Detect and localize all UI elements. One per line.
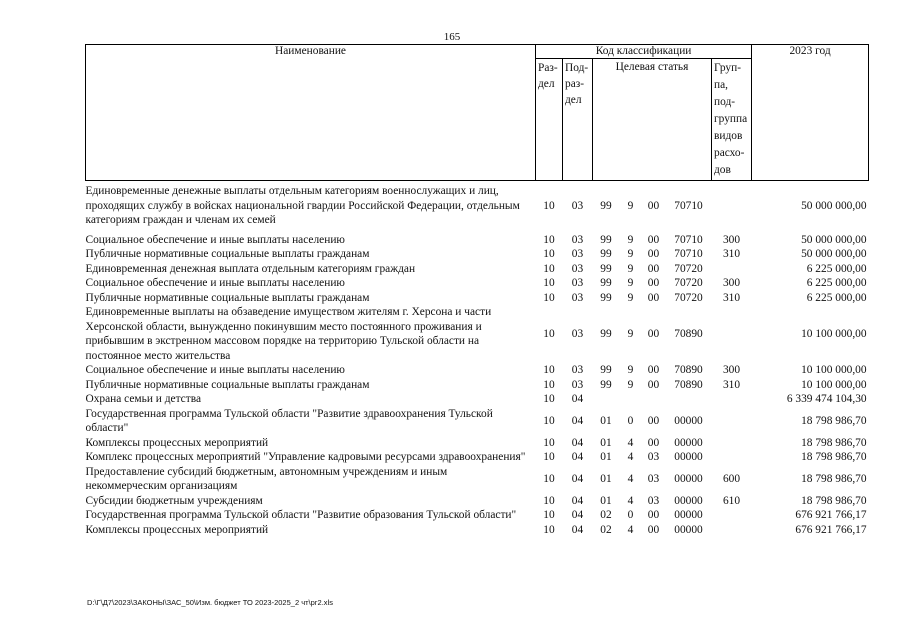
row-expense-group: 600 — [722, 472, 741, 485]
row-expense-group: 610 — [722, 494, 741, 507]
row-target-subprogram: 4 — [627, 436, 634, 449]
row-target-program: 99 — [600, 277, 612, 289]
row-target-program: 01 — [600, 494, 612, 507]
row-target-event: 00 — [647, 378, 660, 391]
row-section: 10 — [543, 199, 555, 212]
table-row — [86, 247, 869, 262]
row-target-direction: 70720 — [674, 277, 703, 289]
row-amount: 50 000 000,00 — [801, 248, 867, 260]
row-target-program: 01 — [600, 414, 612, 427]
row-section: 10 — [543, 451, 555, 463]
row-target-subprogram: 9 — [627, 199, 634, 212]
row-expense-group: 300 — [722, 364, 741, 376]
row-section: 10 — [543, 277, 555, 289]
row-section: 10 — [543, 233, 555, 246]
row-subsection: 03 — [571, 233, 584, 246]
row-target-direction: 00000 — [674, 509, 703, 521]
row-amount: 6 225 000,00 — [806, 262, 867, 275]
row-subsection: 04 — [571, 523, 584, 536]
row-target-program: 02 — [600, 523, 612, 536]
header-classification: Код классификации — [536, 45, 752, 59]
row-target-subprogram: 0 — [627, 509, 634, 521]
row-name: Комплексы процессных мероприятий — [85, 523, 269, 536]
row-section: 10 — [543, 472, 555, 485]
row-target-program: 01 — [600, 436, 612, 449]
row-target-event: 00 — [647, 414, 660, 427]
row-amount: 18 798 986,70 — [801, 414, 867, 427]
row-subsection: 03 — [571, 327, 584, 340]
row-expense-group — [712, 523, 752, 538]
table-row — [86, 494, 869, 509]
row-name: Публичные нормативные социальные выплаты гражданам — [85, 291, 370, 304]
table-row — [86, 407, 869, 436]
row-section: 10 — [543, 248, 555, 260]
row-target-direction: 00000 — [674, 523, 703, 536]
row-name: Государственная программа Тульской области "Развитие образования Тульской области" — [85, 509, 517, 521]
row-target-event: 00 — [647, 291, 660, 304]
header-subsection: Под- раз- дел — [563, 59, 593, 181]
row-name: Социальное обеспечение и иные выплаты населению — [85, 277, 345, 289]
row-target-subprogram: 9 — [627, 233, 634, 246]
row-target-subprogram: 9 — [627, 248, 634, 260]
row-target-subprogram: 9 — [627, 378, 634, 391]
row-section: 10 — [543, 494, 555, 507]
row-target-event: 03 — [647, 494, 660, 507]
row-target-event: 00 — [647, 248, 660, 260]
row-amount: 18 798 986,70 — [801, 472, 867, 485]
row-subsection: 03 — [571, 248, 584, 260]
table-row — [86, 465, 869, 494]
row-target-direction: 00000 — [674, 451, 703, 463]
row-target-program: 99 — [600, 291, 612, 304]
row-subsection: 03 — [571, 291, 584, 304]
row-subsection: 04 — [571, 393, 584, 405]
row-target-subprogram: 4 — [627, 451, 634, 463]
row-expense-group — [712, 262, 752, 277]
row-amount: 18 798 986,70 — [801, 451, 867, 463]
row-target-direction: 70710 — [674, 199, 703, 212]
row-name: Комплексы процессных мероприятий — [85, 436, 269, 449]
row-expense-group — [712, 392, 752, 407]
row-subsection: 04 — [571, 451, 584, 463]
row-section: 10 — [543, 414, 555, 427]
row-expense-group — [712, 407, 752, 436]
header-expense-group: Груп- па, под- группа видов расхо- дов — [712, 59, 752, 181]
row-name: Охрана семьи и детства — [85, 393, 201, 405]
row-name: Государственная программа Тульской области "Развитие здравоохранения Тульской области" — [85, 407, 493, 434]
row-target-event: 00 — [647, 199, 660, 212]
row-target-program: 01 — [600, 472, 612, 485]
row-amount: 10 100 000,00 — [801, 364, 867, 376]
row-subsection: 03 — [571, 364, 584, 376]
row-target-direction: 00000 — [674, 436, 703, 449]
row-subsection: 04 — [571, 494, 584, 507]
row-target-direction — [666, 392, 712, 407]
row-target-event: 03 — [647, 451, 660, 463]
table-row — [86, 363, 869, 378]
row-subsection: 03 — [571, 277, 584, 289]
table-row — [86, 276, 869, 291]
row-expense-group — [712, 305, 752, 363]
row-amount: 6 225 000,00 — [806, 277, 867, 289]
row-subsection: 04 — [571, 509, 584, 521]
row-target-subprogram: 4 — [627, 523, 634, 536]
table-row — [86, 392, 869, 407]
row-target-direction: 70890 — [674, 327, 703, 340]
row-amount: 10 100 000,00 — [801, 378, 867, 391]
footer-file-path: D:\Г\Д7\2023\ЗАКОНЫ\ЗАС_50\Изм. бюджет ТО 2023-2025_2 чт\рг2.xls — [87, 598, 333, 607]
row-subsection: 03 — [571, 199, 584, 212]
row-name: Комплекс процессных мероприятий "Управление кадровыми ресурсами здравоохранения" — [85, 451, 526, 463]
table-row — [86, 262, 869, 277]
row-target-subprogram: 9 — [627, 291, 634, 304]
row-expense-group: 310 — [722, 291, 741, 304]
row-subsection: 03 — [571, 262, 584, 275]
row-target-program: 01 — [600, 451, 612, 463]
header-name: Наименование — [86, 45, 536, 181]
row-target-subprogram: 0 — [627, 414, 634, 427]
row-section: 10 — [543, 378, 555, 391]
row-target-subprogram: 9 — [627, 364, 634, 376]
row-target-program: 99 — [600, 262, 612, 275]
row-expense-group — [712, 508, 752, 523]
table-row — [86, 508, 869, 523]
row-amount: 676 921 766,17 — [795, 509, 867, 521]
table-row — [86, 305, 869, 363]
row-target-direction: 00000 — [674, 494, 703, 507]
row-name: Публичные нормативные социальные выплаты гражданам — [85, 378, 370, 391]
row-target-subprogram: 9 — [627, 262, 634, 275]
table-row — [86, 233, 869, 248]
row-section: 10 — [543, 364, 555, 376]
header-section: Раз- дел — [536, 59, 563, 181]
row-target-subprogram — [620, 392, 642, 407]
table-row — [86, 378, 869, 393]
table-row — [86, 450, 869, 465]
row-target-direction: 00000 — [674, 414, 703, 427]
row-target-direction: 70890 — [674, 364, 703, 376]
row-amount: 50 000 000,00 — [801, 233, 867, 246]
table-row — [86, 184, 869, 228]
row-target-event: 00 — [647, 233, 660, 246]
row-amount: 6 225 000,00 — [806, 291, 867, 304]
row-target-direction: 70710 — [674, 233, 703, 246]
table-body — [86, 181, 869, 538]
row-target-program: 99 — [600, 248, 612, 260]
row-section: 10 — [543, 436, 555, 449]
table-row — [86, 523, 869, 538]
row-expense-group: 300 — [722, 233, 741, 246]
row-section: 10 — [543, 327, 555, 340]
row-expense-group — [712, 450, 752, 465]
row-amount: 18 798 986,70 — [801, 494, 867, 507]
row-target-subprogram: 4 — [627, 472, 634, 485]
row-target-subprogram: 4 — [627, 494, 634, 507]
header-target-article: Целевая статья — [593, 59, 712, 181]
row-amount: 10 100 000,00 — [801, 327, 867, 340]
row-target-program: 02 — [600, 509, 612, 521]
table-header — [86, 45, 869, 181]
row-amount: 50 000 000,00 — [801, 199, 867, 212]
row-name: Социальное обеспечение и иные выплаты населению — [85, 364, 345, 376]
row-subsection: 04 — [571, 414, 584, 427]
row-name: Единовременная денежная выплата отдельным категориям граждан — [85, 262, 416, 275]
row-target-event: 00 — [647, 364, 660, 376]
header-year: 2023 год — [752, 45, 869, 181]
row-subsection: 03 — [571, 378, 584, 391]
row-amount: 6 339 474 104,30 — [786, 393, 867, 405]
row-target-event: 00 — [647, 277, 660, 289]
row-section: 10 — [543, 509, 555, 521]
row-amount: 676 921 766,17 — [795, 523, 867, 536]
row-name: Публичные нормативные социальные выплаты гражданам — [85, 248, 370, 260]
row-target-event: 00 — [647, 262, 660, 275]
row-target-event: 03 — [647, 472, 660, 485]
row-name: Субсидии бюджетным учреждениям — [85, 494, 263, 507]
row-target-event — [642, 392, 666, 407]
row-name: Единовременные выплаты на обзаведение имуществом жителям г. Херсона и части Херсонской области, вынужденно покинувшим место постоянного проживания и прибывшим в экстренном массовом порядке на территорию Тульской области на постоянное место жительства — [85, 306, 492, 362]
row-section: 10 — [543, 262, 555, 275]
row-name: Социальное обеспечение и иные выплаты населению — [85, 233, 345, 246]
row-section: 10 — [543, 393, 555, 405]
row-target-subprogram: 9 — [627, 277, 634, 289]
row-expense-group: 300 — [722, 277, 741, 289]
row-expense-group: 310 — [722, 378, 741, 391]
row-target-program: 99 — [600, 378, 612, 391]
row-target-program: 99 — [600, 327, 612, 340]
page-number: 165 — [443, 31, 461, 43]
row-target-program: 99 — [600, 233, 612, 246]
row-section: 10 — [543, 523, 555, 536]
row-target-direction: 70710 — [674, 248, 703, 260]
row-target-direction: 70890 — [674, 378, 703, 391]
budget-table — [85, 44, 869, 537]
row-amount: 18 798 986,70 — [801, 436, 867, 449]
row-target-event: 00 — [647, 523, 660, 536]
row-expense-group — [712, 184, 752, 228]
row-target-event: 00 — [647, 509, 660, 521]
row-target-direction: 00000 — [674, 472, 703, 485]
row-target-event: 00 — [647, 327, 660, 340]
table-row — [86, 436, 869, 451]
row-expense-group: 310 — [722, 248, 741, 260]
row-name: Единовременные денежные выплаты отдельным категориям военнослужащих и лиц, проходящих службу в войсках национальной гвардии Российской Федерации, отдельным категориям граждан и членам их семей — [85, 185, 520, 226]
row-target-event: 00 — [647, 436, 660, 449]
row-expense-group — [712, 436, 752, 451]
row-target-subprogram: 9 — [627, 327, 634, 340]
row-section: 10 — [543, 291, 555, 304]
row-name: Предоставление субсидий бюджетным, автономным учреждениям и иным некоммерческим организациям — [85, 465, 448, 492]
table-row — [86, 291, 869, 306]
row-target-program: 99 — [600, 364, 612, 376]
row-target-program: 99 — [600, 199, 612, 212]
row-target-program — [593, 392, 620, 407]
row-subsection: 04 — [571, 472, 584, 485]
row-target-direction: 70720 — [674, 291, 703, 304]
row-target-direction: 70720 — [674, 262, 703, 275]
row-subsection: 04 — [571, 436, 584, 449]
